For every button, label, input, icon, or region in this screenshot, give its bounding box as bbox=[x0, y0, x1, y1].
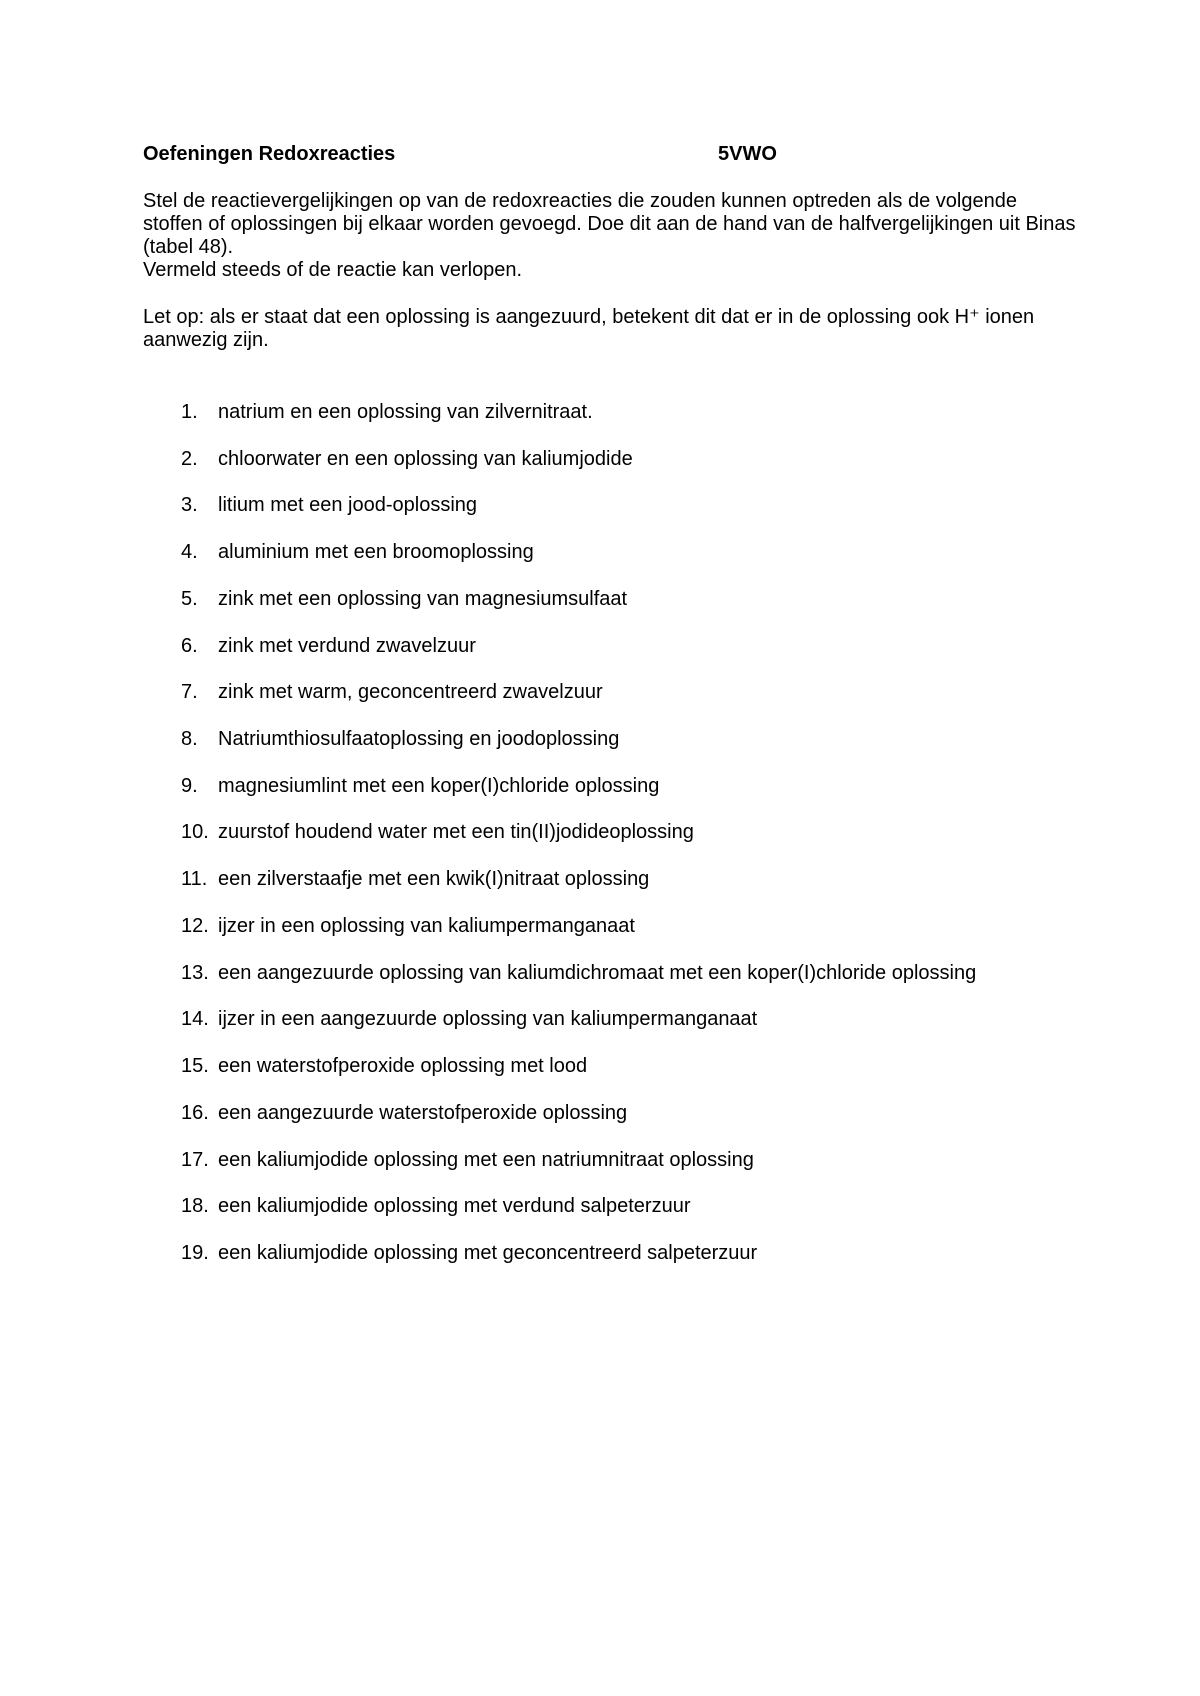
exercise-text: aluminium met een broomoplossing bbox=[218, 541, 534, 564]
exercise-number: 9. bbox=[181, 774, 198, 797]
exercise-item bbox=[143, 1102, 1143, 1149]
exercise-text: een zilverstaafje met een kwik(I)nitraat oplossing bbox=[218, 868, 650, 891]
exercise-item bbox=[143, 1055, 1143, 1102]
exercise-item bbox=[143, 494, 1143, 541]
exercise-text: litium met een jood-oplossing bbox=[218, 494, 478, 517]
exercise-number: 5. bbox=[181, 587, 198, 610]
exercise-text: een kaliumjodide oplossing met verdund salpeterzuur bbox=[218, 1195, 691, 1218]
exercise-item bbox=[143, 541, 1143, 588]
exercise-text: een aangezuurde waterstofperoxide oplossing bbox=[218, 1101, 628, 1124]
exercise-item bbox=[143, 821, 1143, 868]
exercise-number: 18. bbox=[181, 1195, 209, 1218]
exercise-text: zink met verdund zwavelzuur bbox=[218, 634, 476, 657]
class-level: 5VWO bbox=[718, 143, 777, 165]
exercise-text: een waterstofperoxide oplossing met lood bbox=[218, 1055, 588, 1078]
exercise-item bbox=[143, 681, 1143, 728]
exercise-item bbox=[143, 868, 1143, 915]
exercise-number: 16. bbox=[181, 1101, 209, 1124]
exercise-number: 13. bbox=[181, 961, 209, 984]
exercise-text: chloorwater en een oplossing van kaliumjodide bbox=[218, 447, 633, 470]
exercise-item bbox=[143, 635, 1143, 682]
exercise-number: 15. bbox=[181, 1055, 209, 1078]
exercise-number: 11. bbox=[181, 868, 208, 891]
exercise-number: 14. bbox=[181, 1008, 209, 1031]
exercise-number: 2. bbox=[181, 447, 198, 470]
document-header bbox=[143, 143, 1043, 166]
exercise-number: 10. bbox=[181, 821, 209, 844]
exercise-item bbox=[143, 728, 1143, 775]
exercise-text: magnesiumlint met een koper(I)chloride oplossing bbox=[218, 774, 660, 797]
exercise-item bbox=[143, 401, 1143, 448]
exercise-number: 8. bbox=[181, 728, 198, 751]
notice-paragraph: Let op: als er staat dat een oplossing is aangezuurd, betekent dit dat er in de oplossing ook H⁺ ionen aanwezig zijn. bbox=[143, 306, 1035, 351]
exercise-text: een kaliumjodide oplossing met een natriumnitraat oplossing bbox=[218, 1148, 754, 1171]
exercise-text: ijzer in een aangezuurde oplossing van kaliumpermanganaat bbox=[218, 1008, 758, 1031]
exercise-number: 19. bbox=[181, 1241, 209, 1264]
exercise-number: 3. bbox=[181, 494, 198, 517]
exercise-number: 12. bbox=[181, 914, 209, 937]
exercise-item bbox=[143, 775, 1143, 822]
exercise-text: zuurstof houdend water met een tin(II)jodideoplossing bbox=[218, 821, 694, 844]
exercise-number: 7. bbox=[181, 681, 198, 704]
exercise-item bbox=[143, 448, 1143, 495]
exercise-item bbox=[143, 1195, 1143, 1242]
exercise-text: zink met een oplossing van magnesiumsulfaat bbox=[218, 587, 628, 610]
exercise-item bbox=[143, 1242, 1143, 1289]
exercise-item bbox=[143, 1008, 1143, 1055]
exercise-item bbox=[143, 915, 1143, 962]
document-intro bbox=[143, 190, 1143, 352]
exercise-text: Natriumthiosulfaatoplossing en joodoplossing bbox=[218, 728, 620, 751]
exercise-number: 4. bbox=[181, 541, 198, 564]
exercise-text: zink met warm, geconcentreerd zwavelzuur bbox=[218, 681, 603, 704]
exercise-item bbox=[143, 588, 1143, 635]
exercise-number: 17. bbox=[181, 1148, 209, 1171]
document-title: Oefeningen Redoxreacties bbox=[143, 143, 396, 165]
instruction-paragraph: Stel de reactievergelijkingen op van de redoxreacties die zouden kunnen optreden als de volgende stoffen of oplossingen bij elkaar worden gevoegd. Doe dit aan de hand van de halfvergelijkingen uit Binas (tabel 48). bbox=[143, 190, 1076, 258]
exercise-item bbox=[143, 1149, 1143, 1196]
instruction-note: Vermeld steeds of de reactie kan verlopen. bbox=[143, 259, 523, 281]
exercise-text: ijzer in een oplossing van kaliumpermanganaat bbox=[218, 914, 635, 937]
exercise-list bbox=[143, 401, 1143, 1289]
exercise-number: 6. bbox=[181, 634, 198, 657]
exercise-text: een kaliumjodide oplossing met geconcentreerd salpeterzuur bbox=[218, 1241, 758, 1264]
exercise-item bbox=[143, 962, 1143, 1009]
exercise-text: natrium en een oplossing van zilvernitraat. bbox=[218, 401, 593, 423]
exercise-number: 1. bbox=[181, 401, 198, 423]
exercise-text: een aangezuurde oplossing van kaliumdichromaat met een koper(I)chloride oplossing bbox=[218, 961, 977, 984]
